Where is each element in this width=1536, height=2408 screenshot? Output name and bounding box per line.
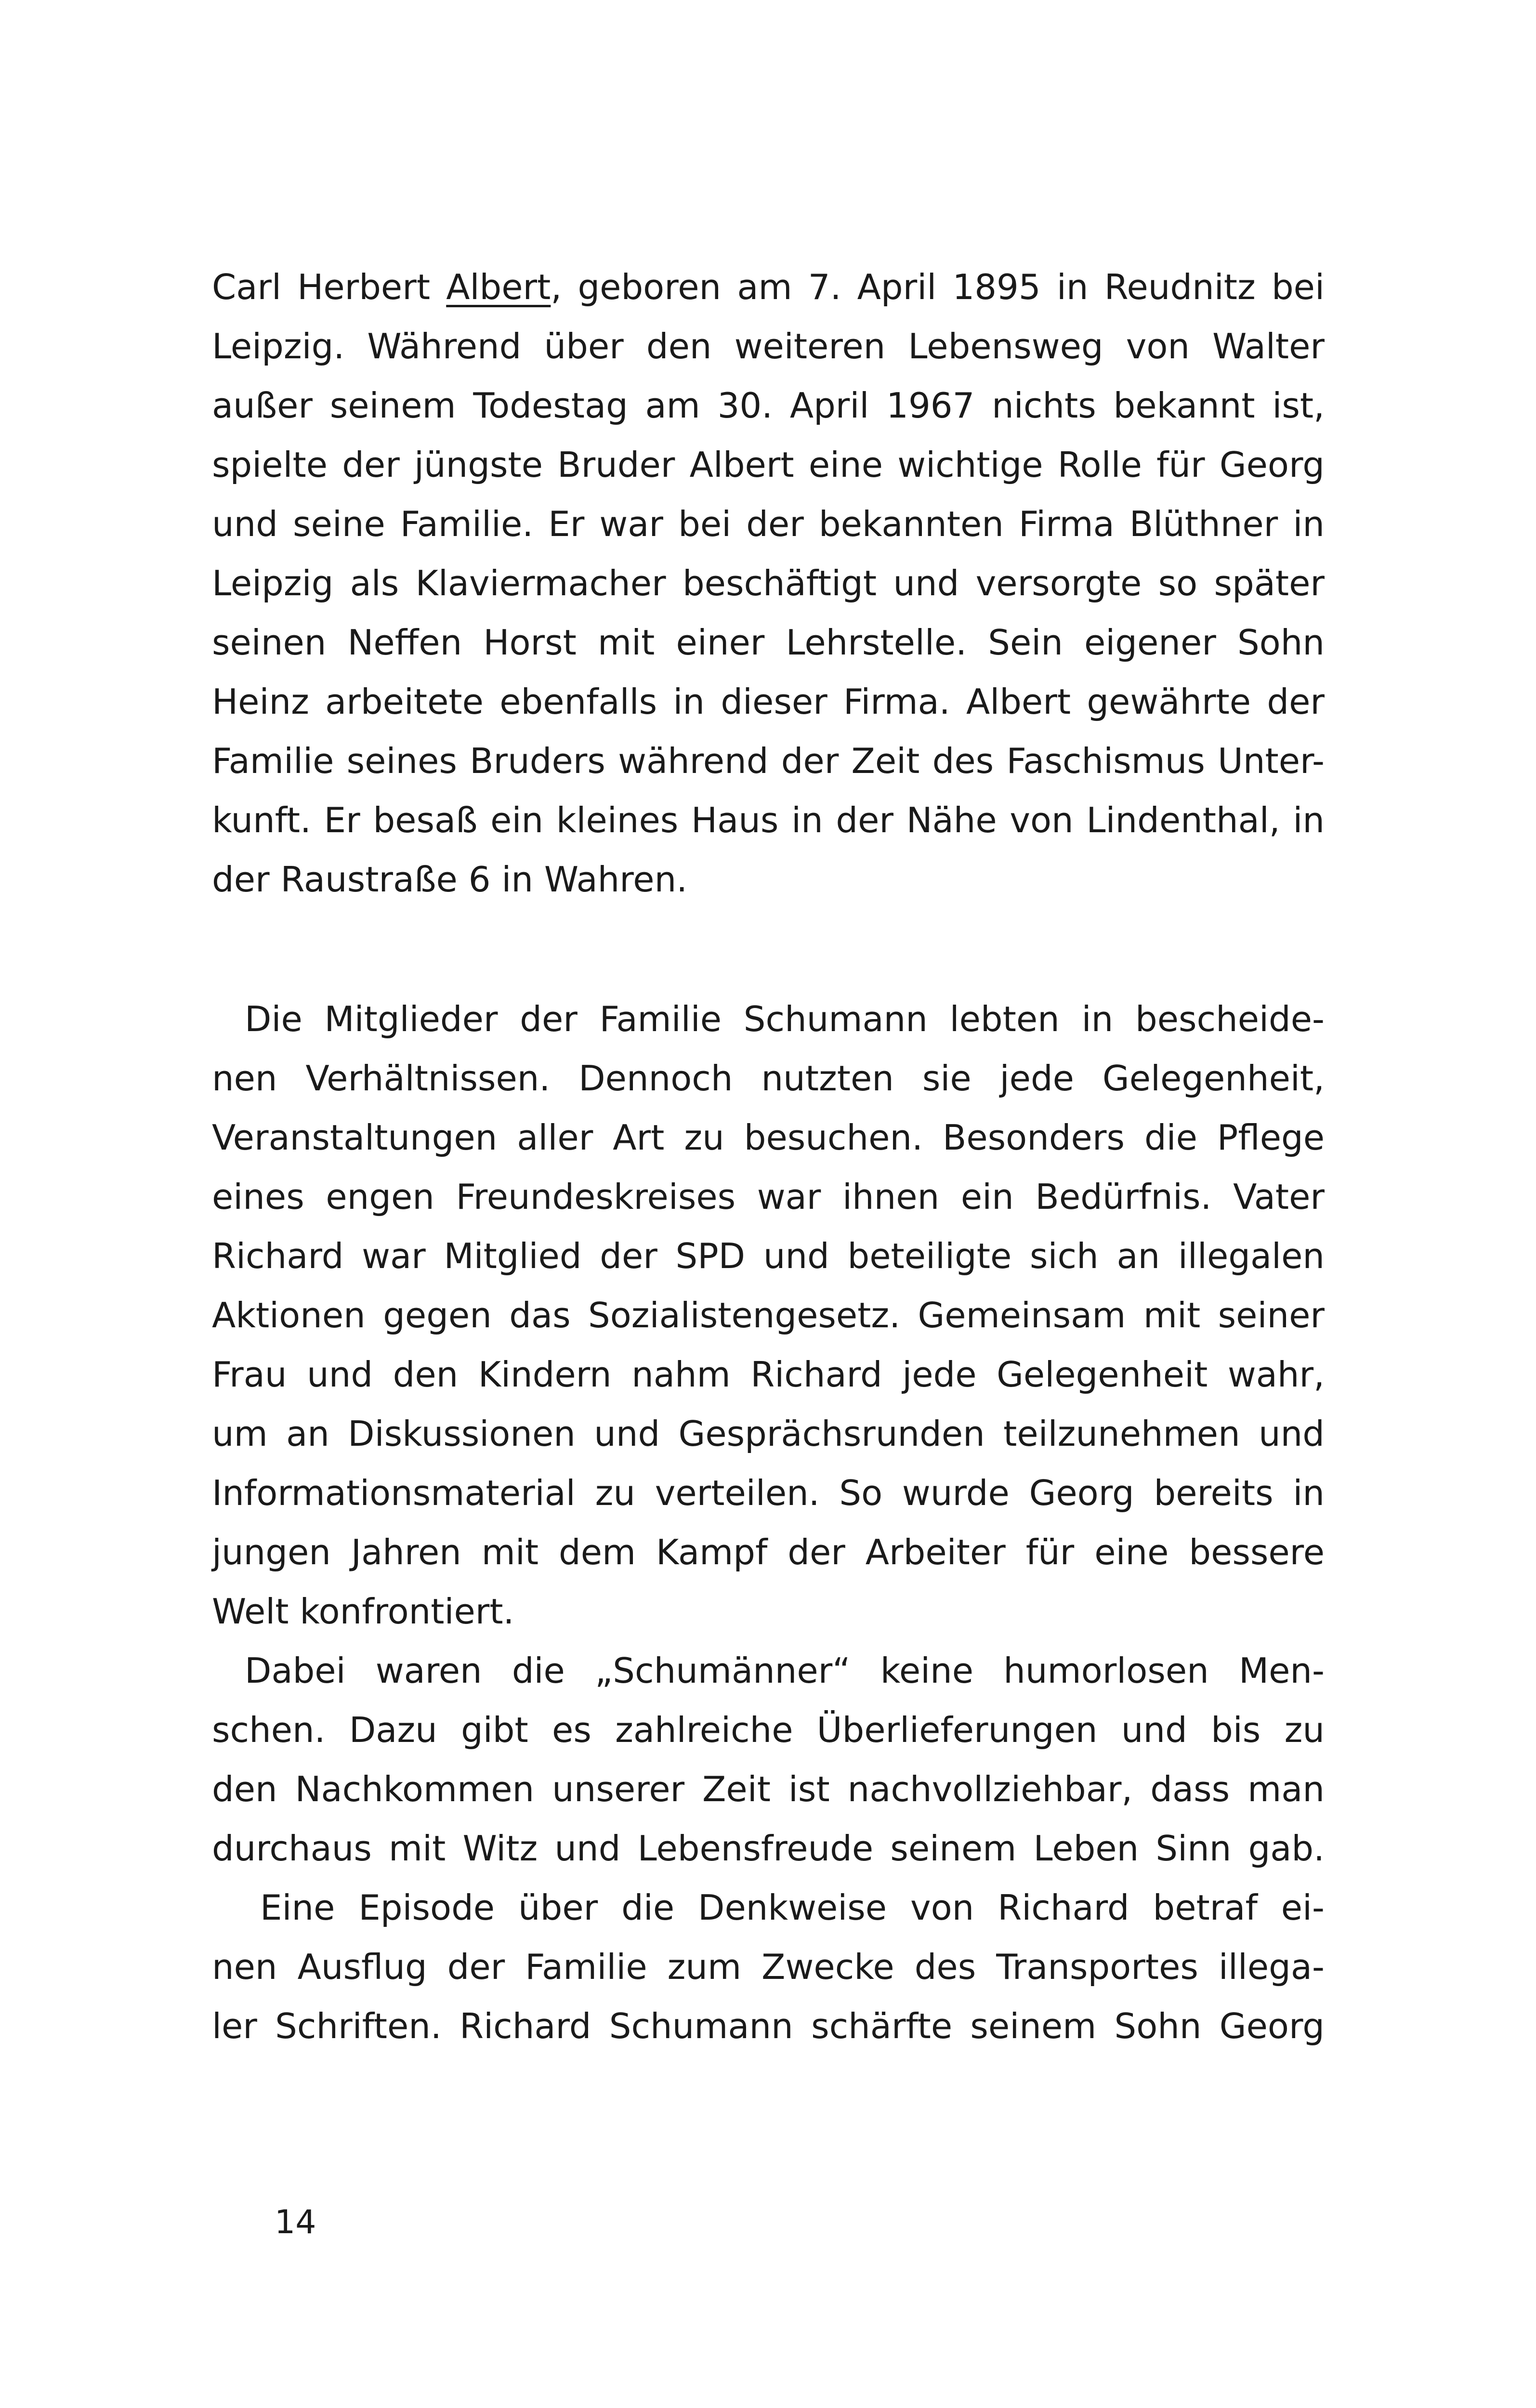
text-line: nen Verhältnissen. Dennoch nutzten sie jede Gelegenheit, <box>212 1058 1325 1099</box>
text-span: , geboren am 7. April 1895 in Reudnitz bei <box>551 267 1325 307</box>
text-line: Leipzig als Klaviermacher beschäftigt und versorgte so später <box>212 563 1325 603</box>
text-line: den Nachkommen unserer Zeit ist nachvollziehbar, dass man <box>212 1769 1325 1809</box>
underlined-name-link[interactable]: Albert <box>446 267 551 307</box>
text-line: durchaus mit Witz und Lebensfreude seinem Leben Sinn gab. <box>212 1828 1325 1869</box>
text-span: Carl Herbert <box>212 267 446 307</box>
text-line: Veranstaltungen aller Art zu besuchen. Besonders die Pflege <box>212 1117 1325 1158</box>
text-line: schen. Dazu gibt es zahlreiche Überlieferungen und bis zu <box>212 1710 1325 1750</box>
text-line: spielte der jüngste Bruder Albert eine wichtige Rolle für Georg <box>212 445 1325 485</box>
text-line: jungen Jahren mit dem Kampf der Arbeiter für eine bessere <box>212 1532 1325 1572</box>
text-line: seinen Neffen Horst mit einer Lehrstelle. Sein eigener Sohn <box>212 622 1325 663</box>
paragraph-albert <box>212 258 1325 909</box>
page-number: 14 <box>275 2203 316 2241</box>
text-line: Informationsmaterial zu verteilen. So wurde Georg bereits in <box>212 1473 1325 1513</box>
text-line <box>212 258 1325 317</box>
text-line: Heinz arbeitete ebenfalls in dieser Firma. Albert gewährte der <box>212 681 1325 722</box>
text-line: außer seinem Todestag am 30. April 1967 nichts bekannt ist, <box>212 385 1325 426</box>
text-line: der Raustraße 6 in Wahren. <box>212 859 688 900</box>
text-line: ler Schriften. Richard Schumann schärfte seinem Sohn Georg <box>212 2006 1325 2046</box>
text-line: und seine Familie. Er war bei der bekannten Firma Blüthner in <box>212 504 1325 544</box>
text-line: Welt konfrontiert. <box>212 1591 514 1632</box>
text-line: Aktionen gegen das Sozialistengesetz. Gemeinsam mit seiner <box>212 1295 1325 1335</box>
text-line: nen Ausflug der Familie zum Zwecke des Transportes illega- <box>212 1947 1325 1987</box>
text-line: Familie seines Bruders während der Zeit des Faschismus Unter- <box>212 741 1325 781</box>
text-line: um an Diskussionen und Gesprächsrunden teilzunehmen und <box>212 1413 1325 1454</box>
text-line: Die Mitglieder der Familie Schumann lebten in bescheide- <box>245 999 1325 1039</box>
text-line: Eine Episode über die Denkweise von Richard betraf ei- <box>260 1887 1325 1928</box>
text-line: Leipzig. Während über den weiteren Lebensweg von Walter <box>212 326 1325 366</box>
text-line: Dabei waren die „Schumänner“ keine humorlosen Men- <box>245 1650 1325 1691</box>
text-line: Frau und den Kindern nahm Richard jede Gelegenheit wahr, <box>212 1354 1325 1395</box>
text-line: Richard war Mitglied der SPD und beteiligte sich an illegalen <box>212 1236 1325 1276</box>
text-line: eines engen Freundeskreises war ihnen ein Bedürfnis. Vater <box>212 1177 1325 1217</box>
paragraph-family <box>212 990 1325 2056</box>
text-line: kunft. Er besaß ein kleines Haus in der Nähe von Lindenthal, in <box>212 800 1325 840</box>
